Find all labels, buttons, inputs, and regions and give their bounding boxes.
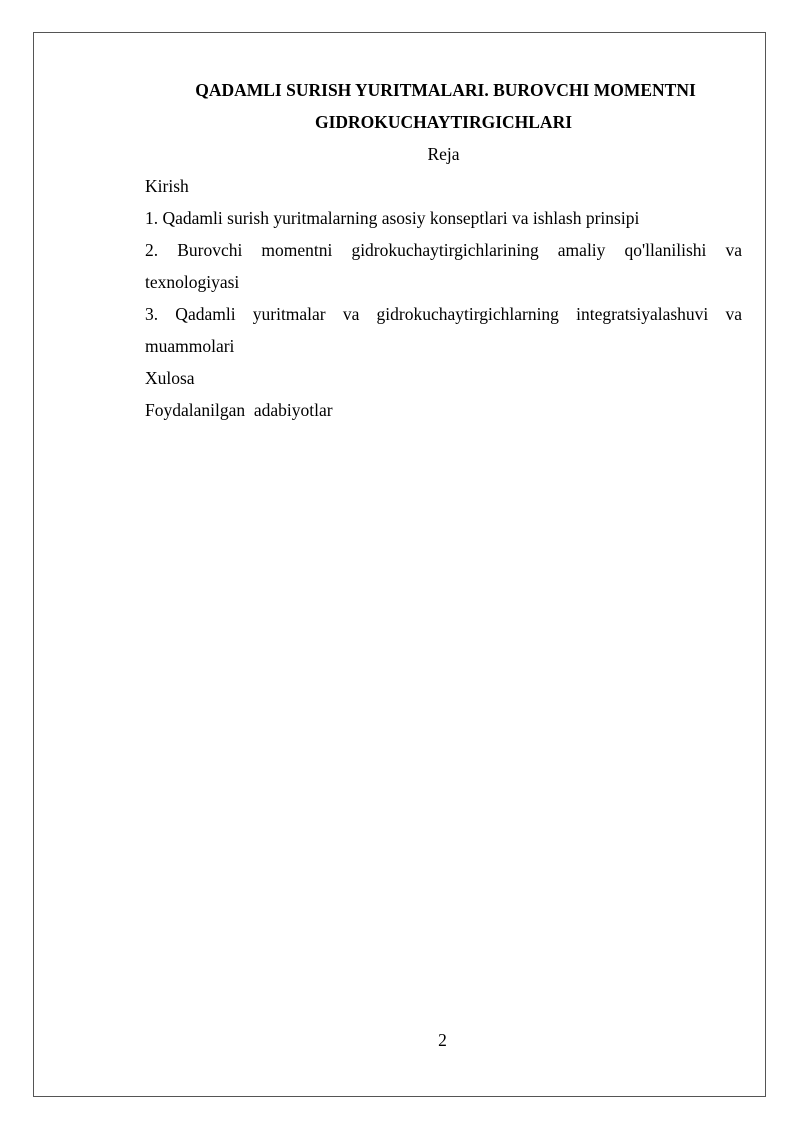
plan-item-references: Foydalanilgan adabiyotlar — [145, 400, 333, 420]
plan-item-1: 1. Qadamli surish yuritmalarning asosiy konseptlari va ishlash prinsipi — [145, 208, 640, 228]
plan-item-2: 2. Burovchi momentni gidrokuchaytirgichlarining amaliy qo'llanilishi va texnologiyasi — [145, 240, 742, 292]
page-number: 2 — [438, 1030, 447, 1050]
title-line-1: QADAMLI SURISH YURITMALARI. BUROVCHI MOMENTNI — [195, 80, 696, 100]
document-body — [145, 74, 742, 426]
plan-item-intro: Kirish — [145, 176, 189, 196]
plan-list — [145, 170, 742, 426]
document-title — [145, 74, 742, 138]
plan-item-3: 3. Qadamli yuritmalar va gidrokuchaytirgichlarning integratsiyalashuvi va muammolari — [145, 304, 742, 356]
plan-heading: Reja — [427, 144, 460, 164]
plan-item-conclusion: Xulosa — [145, 368, 195, 388]
title-line-2: GIDROKUCHAYTIRGICHLARI — [314, 112, 573, 132]
